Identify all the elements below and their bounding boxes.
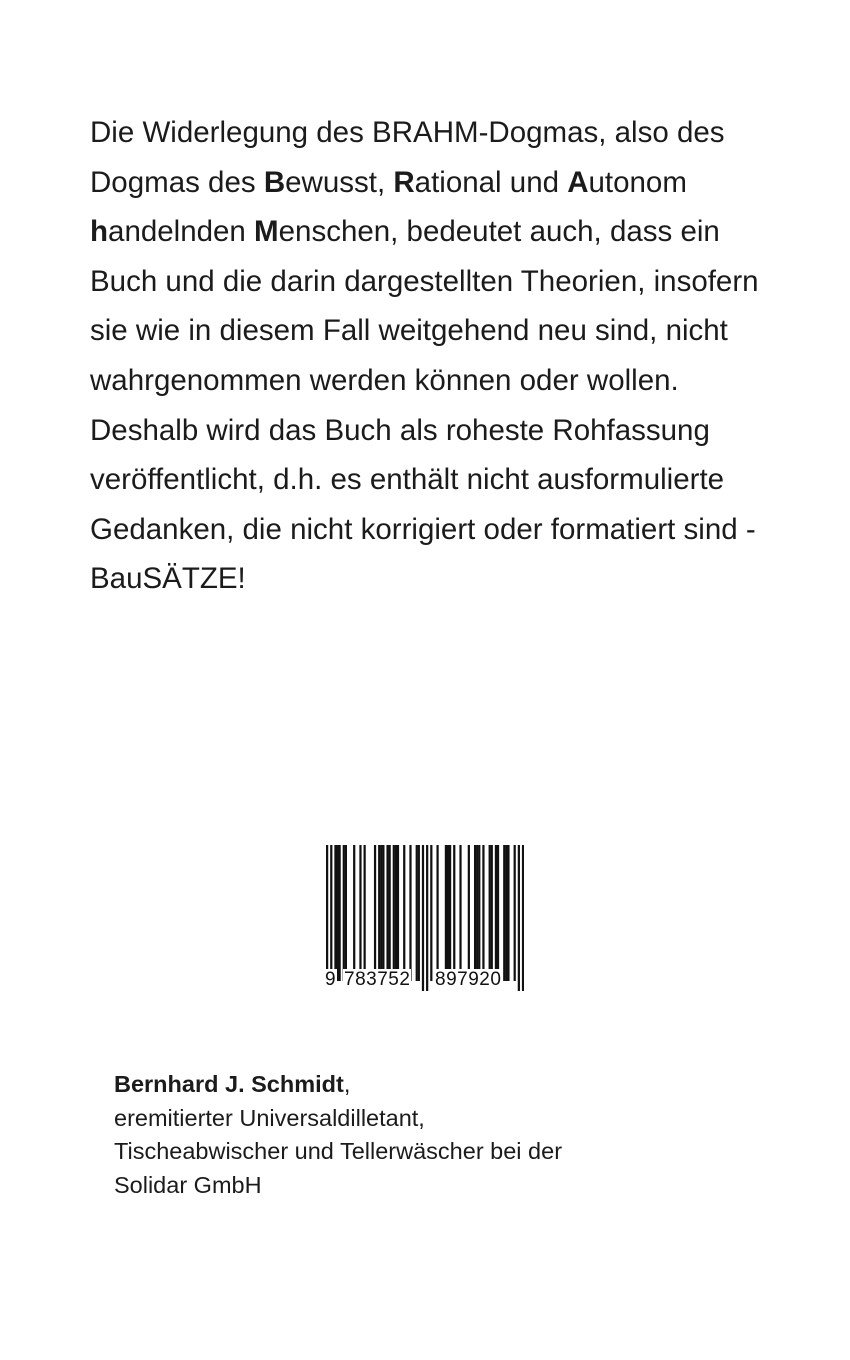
author-name-suffix: , xyxy=(343,1071,351,1097)
barcode-bar xyxy=(489,845,491,981)
barcode-bar xyxy=(382,845,384,981)
barcode-bar xyxy=(474,845,476,981)
barcode-bar xyxy=(395,845,397,981)
blurb-text: utonom xyxy=(588,165,687,199)
barcode-bar xyxy=(476,845,478,981)
barcode-bar xyxy=(453,845,455,981)
barcode-bar xyxy=(445,845,447,981)
barcode-bar xyxy=(334,845,336,981)
barcode-bar xyxy=(397,845,399,981)
barcode-bar xyxy=(507,845,509,981)
barcode-bar xyxy=(482,845,484,981)
author-line-2: Tischeabwischer und Tellerwäscher bei der xyxy=(114,1138,563,1164)
barcode-bar xyxy=(430,845,432,981)
barcode-bar xyxy=(393,845,395,981)
barcode-bar xyxy=(436,845,438,981)
barcode-bar xyxy=(389,845,391,981)
author-name-line xyxy=(114,1068,754,1102)
barcode-bar xyxy=(378,845,380,981)
barcode-bar xyxy=(503,845,505,981)
back-cover-blurb xyxy=(90,108,770,604)
barcode-bar xyxy=(459,845,461,981)
initial-letter-m: M xyxy=(254,215,279,249)
blurb-text: ational und xyxy=(414,165,568,199)
initial-letter-a: A xyxy=(567,165,589,199)
initial-letter-b: B xyxy=(263,165,286,199)
isbn-left-group: 783752 xyxy=(344,969,411,990)
barcode-bar xyxy=(495,845,497,981)
blurb-text: Die Widerlegung des BRAHM-Dogmas, also des Dogmas des xyxy=(90,116,725,199)
author-line-1: eremitierter Universaldilletant, xyxy=(114,1104,425,1131)
barcode-bar xyxy=(343,845,345,981)
author-info xyxy=(114,1068,754,1202)
barcode-bar xyxy=(374,845,376,981)
barcode-bar xyxy=(339,845,341,981)
barcode-bar xyxy=(345,845,347,981)
barcode-bar xyxy=(447,845,449,981)
barcode-bar xyxy=(449,845,451,981)
barcode-bar xyxy=(497,845,499,981)
barcode-bar xyxy=(418,845,420,981)
initial-letter-h: h xyxy=(90,215,109,249)
blurb-text: ewusst, xyxy=(285,165,394,199)
barcode-bar xyxy=(386,845,388,981)
barcode-bar xyxy=(353,845,355,981)
barcode-bar xyxy=(403,845,405,981)
barcode-bar xyxy=(380,845,382,981)
barcode-bar xyxy=(336,845,338,981)
blurb-text: enschen, bedeutet auch, dass ein Buch und die darin dargestellten Theorien, insofern sie wie in diesem Fall weitgehend neu sind, nicht wahrgenommen werden können oder wollen. Deshalb wird das Buch als roheste Rohfassung veröffentlicht, d.h. es enthält nicht ausformulierte Gedanken, die nicht korrigiert oder formatiert sind - BauSÄTZE! xyxy=(90,215,759,596)
blurb-text: andelnden xyxy=(108,215,255,249)
barcode-bar xyxy=(478,845,480,981)
author-name: Bernhard J. Schmidt xyxy=(114,1071,344,1097)
barcode-bar xyxy=(364,845,366,981)
isbn-right-group: 897920 xyxy=(435,969,502,990)
barcode-bar xyxy=(359,845,361,981)
barcode-bar xyxy=(468,845,470,981)
barcode-bar xyxy=(416,845,418,981)
isbn-digits xyxy=(324,969,530,993)
author-line-3: Solidar GmbH xyxy=(114,1171,262,1198)
isbn-first-digit: 9 xyxy=(325,969,336,990)
barcode-bar xyxy=(514,845,516,981)
barcode-bar xyxy=(409,845,411,981)
initial-letter-r: R xyxy=(393,165,415,199)
barcode-bar xyxy=(505,845,507,981)
barcode-bar xyxy=(491,845,493,981)
